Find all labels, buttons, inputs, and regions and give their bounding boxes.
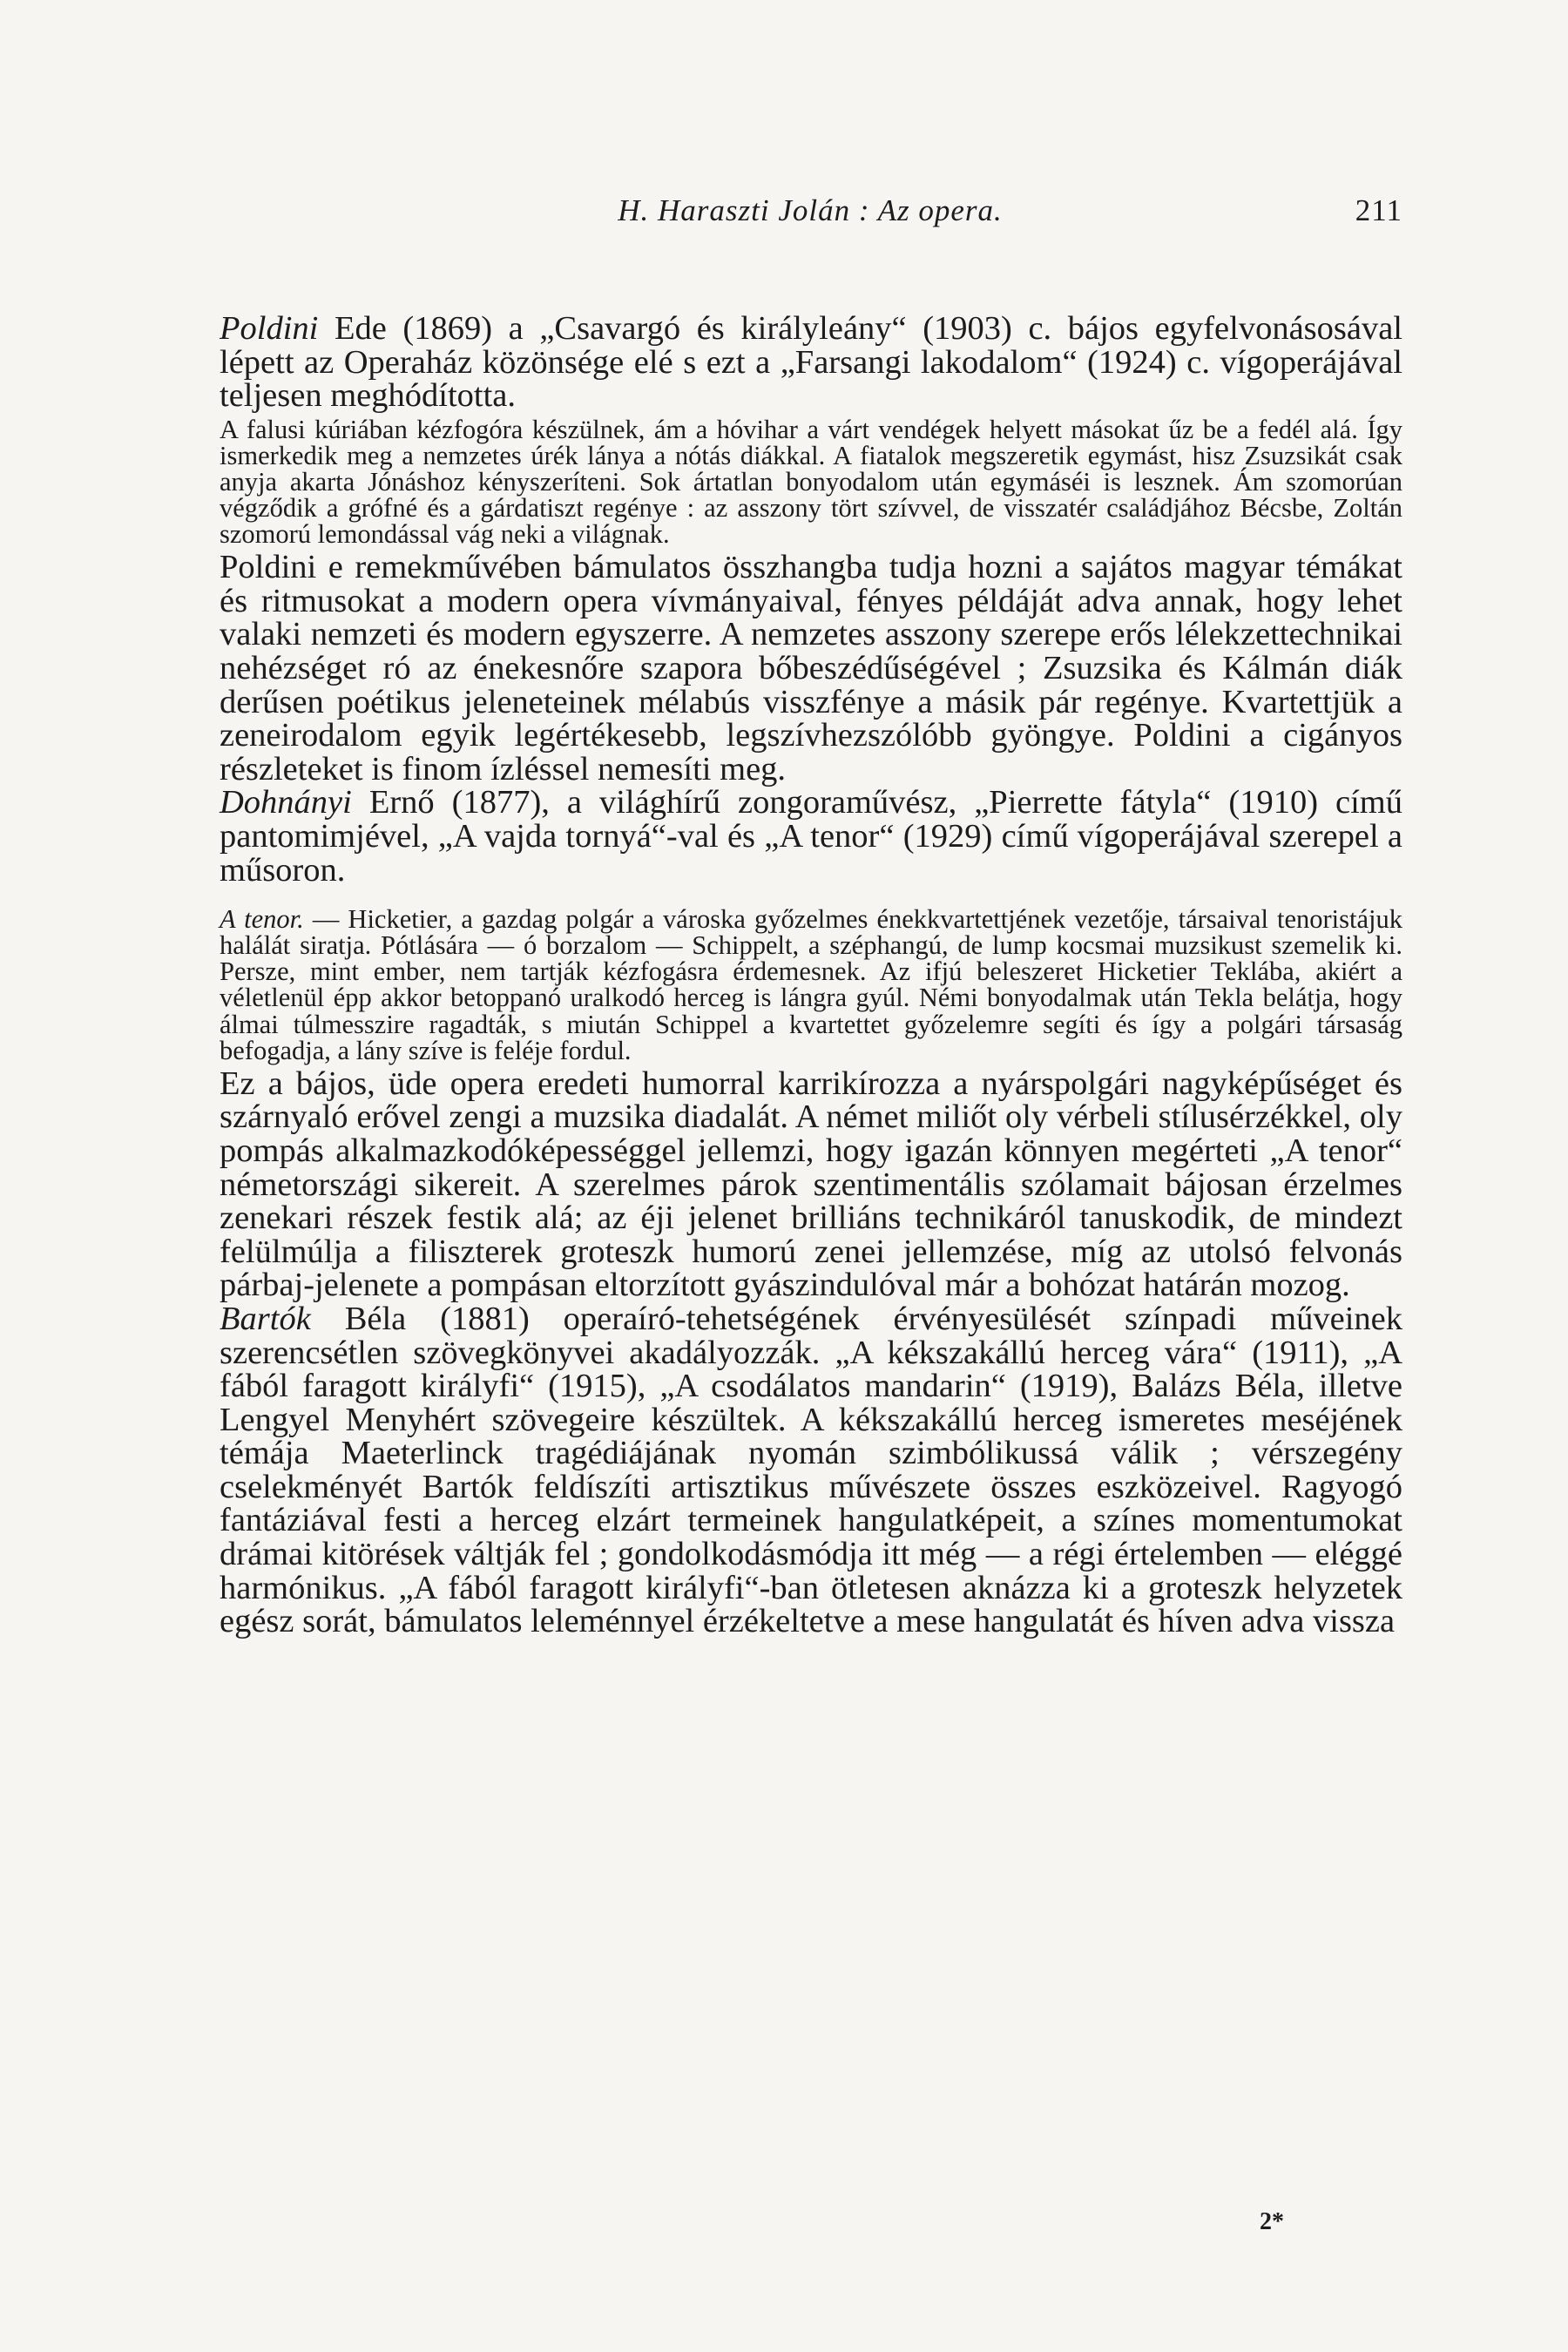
paragraph-poldini-intro [220, 312, 1402, 413]
paragraph-text: Béla (1881) operaíró-tehetségének érvényesülését színpadi műveinek szerencsétlen szövegkönyvei akadályozzák. „A kékszakállú herceg vára“ (1911), „A fából faragott királyfi“ (1915), „A csodálatos mandarin“ (1919), Balázs Béla, illetve Lengyel Menyhért szövegeire készültek. A kékszakállú herceg ismeretes meséjének témája Maeterlinck tragédiájának nyomán szimbólikussá válik ; vérszegény cselekményét Bartók feldíszíti artisztikus művészete összes eszközeivel. Ragyogó fantáziával festi a herceg elzárt termeinek hangulatképeit, a színes momentumokat drámai kitörések váltják fel ; gondolkodásmódja itt még — a régi értelemben — eléggé harmónikus. „A fából faragott királyfi“-ban ötletesen aknázza ki a groteszk helyzetek egész sorát, bámulatos leleménnyel érzékeltetve a mese hangulatát és híven adva vissza [220, 1300, 1402, 1640]
author-name: Bartók [220, 1300, 311, 1337]
running-head: H. Haraszti Jolán : Az opera. [618, 193, 1003, 227]
paragraph-text: — Hicketier, a gazdag polgár a városka győzelmes énekkvartettjének vezetője, társaival tenoristájuk halálát siratja. Pótlására — ó borzalom — Schippelt, a széphangú, de lump kocsmai muzsikust szemelik ki. Persze, mint ember, nem tartják kézfogásra érdemesnek. Az ifjú beleszeret Hicketier Teklába, akiért a véletlenül épp akkor betoppanó uralkodó herceg is lángra gyúl. Némi bonyodalmak után Tekla belátja, hogy álmai túlmesszire ragadták, s miután Schippel a kvartettet győzelemre segíti és így a polgári társaság befogadja, a lány szíve is feléje fordul. [220, 904, 1402, 1065]
paragraph-tenor-review: Ez a bájos, üde opera eredeti humorral karrikírozza a nyárspolgári nagyképűséget és szárnyaló erővel zengi a muzsika diadalát. A német miliőt oly vérbeli stílusérzékkel, oly pompás alkalmazkodóképességgel jellemzi, hogy igazán könnyen megérteti „A tenor“ németországi sikereit. A szerelmes párok szentimentális szólamait bájosan érzelmes zenekari részek festik alá; az éji jelenet brilliáns technikáról tanuskodik, de mindezt felülmúlja a filiszterek groteszk humorú zenei jellemzése, míg az utolsó felvonás párbaj-jelenete a pompásan eltorzított gyászindulóval már a bohózat határán mozog. [220, 1064, 1402, 1304]
signature-mark: 2* [1260, 2208, 1284, 2235]
paragraph-poldini-masterwork: Poldini e remekművében bámulatos összhangba tudja hozni a sajátos magyar témákat és ritmusokat a modern opera vívmányaival, fényes példáját adva annak, hogy lehet valaki nemzeti és modern egyszerre. A nemzetes asszony szerepe erős lélekzettechnikai nehézséget ró az énekesnőre szapora bőbeszédűségével ; Zsuzsika és Kálmán diák derűsen poétikus jeleneteinek mélabús visszfénye a másik pár regénye. Kvartettjük a zeneirodalom egyik legértékesebb, legszívhezszólóbb gyöngye. Poldini a cigányos részleteket is finom ízléssel nemesíti meg. [220, 549, 1402, 787]
synopsis-a-tenor [220, 906, 1402, 1064]
paragraph-bartok-intro [220, 1302, 1402, 1639]
author-name: Poldini [220, 310, 319, 347]
body-text [220, 312, 1402, 1639]
work-title: A tenor. [220, 904, 304, 935]
author-name: Dohnányi [220, 784, 352, 821]
synopsis-farsangi-lakodalom: A falusi kúriában kézfogóra készülnek, ám a hóvihar a várt vendégek helyett másokat űz be a fedél alá. Így ismerkedik meg a nemzetes úrék lánya a nótás diákkal. A fiatalok megszeretik egymást, hisz Zsuzsikát csak anyja akarta Jónáshoz kényszeríteni. Sok ártatlan bonyodalom után egymáséi is lesznek. Ám szomorúan végződik a grófné és a gárdatiszt regénye : az asszony tört szívvel, de visszatér családjához Bécsbe, Zoltán szomorú lemondással vág neki a világnak. [220, 414, 1402, 550]
paragraph-dohnanyi-intro [220, 786, 1402, 887]
paragraph-text: Ede (1869) a „Csavargó és királyleány“ (1903) c. bájos egyfelvonásosával lépett az Operaház közönsége elé s ezt a „Farsangi lakodalom“ (1924) c. vígoperájával teljesen meghódította. [220, 310, 1402, 415]
page-header [218, 193, 1402, 237]
page-number: 211 [1355, 193, 1402, 227]
paragraph-text: Ernő (1877), a világhírű zongoraművész, „Pierrette fátyla“ (1910) című pantomimjével, „A vajda tornyá“-val és „A tenor“ (1929) című vígoperájával szerepel a műsoron. [220, 784, 1402, 889]
